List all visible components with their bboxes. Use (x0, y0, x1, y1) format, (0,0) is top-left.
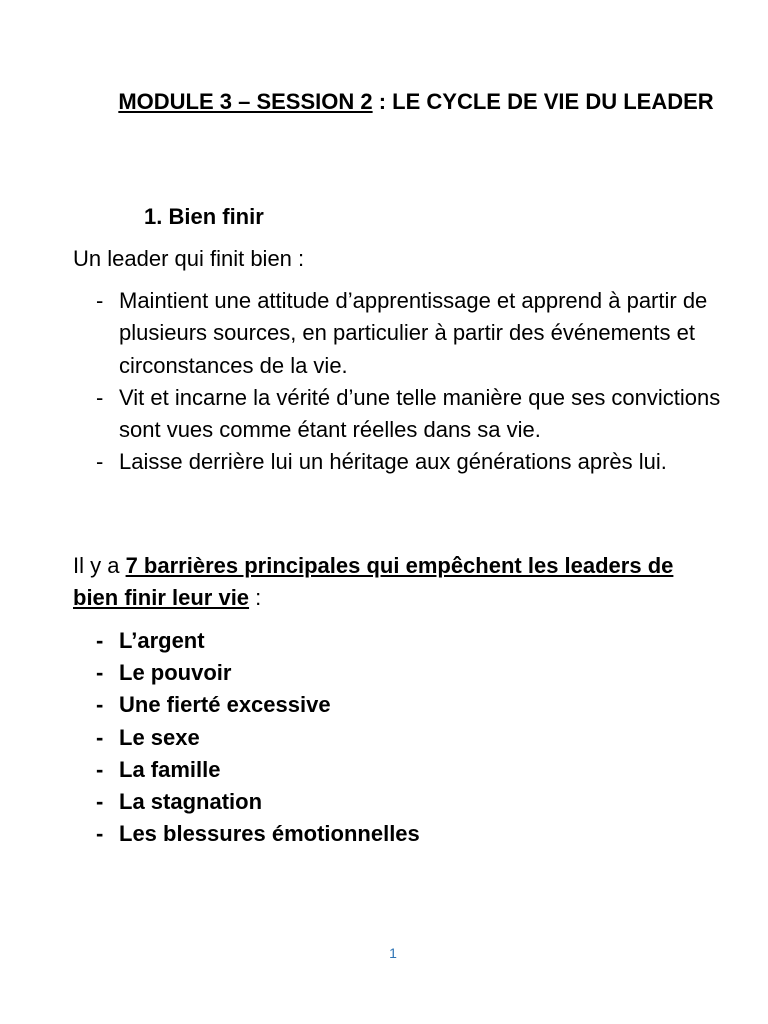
list-dash: - (96, 384, 104, 410)
list-item-text: Maintient une attitude d’apprentissage et apprend à partir de plusieurs sources, en particulier à partir des événements et circonstances de la vie. (119, 288, 708, 378)
list-item-text: Laisse derrière lui un héritage aux générations après lui. (119, 449, 667, 475)
list-item (73, 625, 733, 657)
barriers-list (73, 625, 733, 850)
list-item (73, 285, 733, 382)
list-dash: - (96, 756, 104, 782)
list-item-text: La famille (119, 756, 221, 782)
title-subject: : LE CYCLE DE VIE DU LEADER (372, 89, 714, 114)
list-item-text: L’argent (119, 628, 205, 653)
list-item-text: Le pouvoir (119, 660, 232, 686)
barriers-intro-emphasis: 7 barrières principales qui empêchent les leaders de bien finir leur vie (73, 553, 674, 611)
list-dash: - (96, 660, 104, 686)
list-item (73, 754, 733, 786)
list-item (73, 446, 733, 478)
list-item-text: Le sexe (119, 724, 200, 750)
list-dash: - (96, 821, 104, 847)
section-intro: Un leader qui finit bien : (73, 246, 305, 271)
section-heading: 1. Bien finir (144, 204, 264, 229)
page-number: 1 (389, 945, 397, 961)
list-item (73, 382, 733, 447)
list-dash: - (96, 692, 104, 718)
barriers-intro-suffix: : (249, 585, 262, 611)
list-dash: - (96, 789, 104, 815)
list-item-text: Une fierté excessive (119, 692, 331, 718)
list-item-text: La stagnation (119, 789, 263, 815)
document-title (110, 86, 722, 117)
list-item-text: Vit et incarne la vérité d’une telle manière que ses convictions sont vues comme étant réelles dans sa vie. (119, 384, 721, 443)
title-module-session: MODULE 3 – SESSION 2 (118, 89, 373, 114)
list-item (73, 722, 733, 754)
list-dash: - (96, 288, 104, 313)
qualities-list (73, 285, 733, 479)
list-dash: - (96, 628, 104, 653)
list-item (73, 689, 733, 721)
list-item (73, 818, 733, 850)
list-item-text: Les blessures émotionnelles (119, 821, 420, 847)
barriers-intro-prefix: Il y a (73, 553, 126, 578)
list-dash: - (96, 449, 104, 475)
list-dash: - (96, 724, 104, 750)
list-item (73, 657, 733, 689)
list-item (73, 786, 733, 818)
barriers-intro (73, 550, 713, 615)
